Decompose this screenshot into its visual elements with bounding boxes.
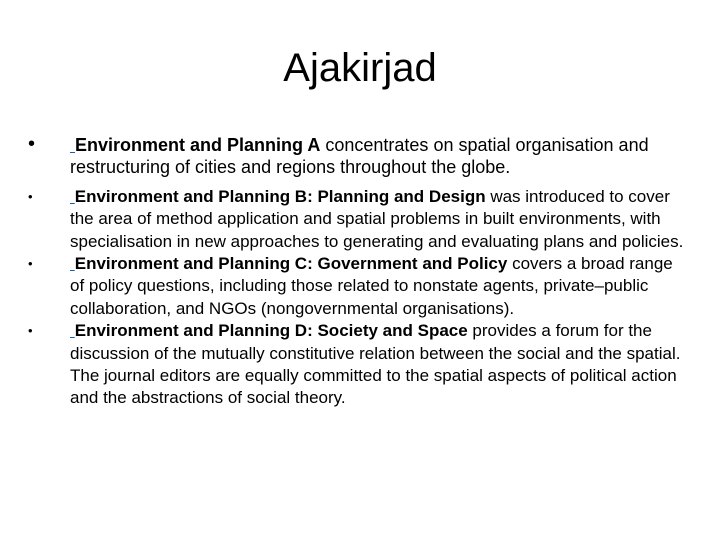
journal-name: Environment and Planning C: Government and Policy	[74, 254, 508, 274]
bullet-marker: •	[28, 256, 33, 272]
bullet-item-planning-a	[28, 134, 688, 179]
bullet-marker: •	[28, 188, 33, 204]
journal-description: concentrates on spatial organisation and restructuring of cities and regions throughout the globe.	[70, 135, 649, 178]
journal-name: Environment and Planning A	[75, 135, 321, 155]
journal-description: covers a broad range of policy questions, including those related to nonstate agents, private–public collaboration, and NGOs (nongovernmental organisations).	[70, 254, 673, 318]
bullet-list	[28, 134, 688, 410]
slide-title: Ajakirjad	[283, 46, 437, 90]
bullet-item-planning-c	[28, 253, 688, 320]
bullet-item-planning-d	[28, 320, 688, 410]
journal-description: provides a forum for the discussion of the mutually constitutive relation between the social and the spatial. The journal editors are equally committed to the spatial aspects of political action and the abstractions of social theory.	[70, 321, 681, 408]
journal-name: Environment and Planning D: Society and Space	[74, 321, 468, 341]
journal-description: was introduced to cover the area of method application and spatial problems in built environments, with specialisation in new approaches to generating and evaluating plans and policies.	[70, 186, 684, 251]
bullet-marker: •	[28, 133, 36, 155]
bullet-item-planning-b	[28, 186, 688, 253]
journal-name: Environment and Planning B: Planning and Design	[74, 186, 486, 206]
bullet-marker: •	[28, 323, 33, 339]
